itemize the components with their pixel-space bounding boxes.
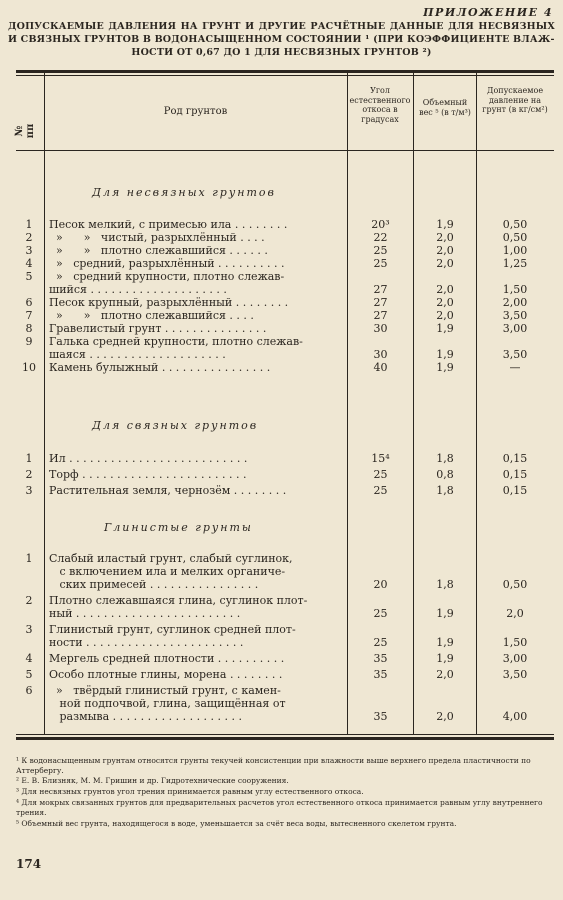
soil-name-line: с включением ила и мелких органиче- bbox=[49, 565, 286, 578]
soil-name-line: ный . . . . . . . . . . . . . . . . . . . . . . . . bbox=[49, 607, 241, 620]
soil-name bbox=[49, 309, 345, 322]
angle-value: 40 bbox=[373, 361, 388, 374]
angle-value: 15⁴ bbox=[371, 452, 390, 465]
soil-name bbox=[49, 623, 345, 649]
angle-value: 30 bbox=[373, 322, 388, 335]
pressure-value: 3,50 bbox=[502, 348, 528, 361]
table-top-rule-thin bbox=[16, 75, 554, 76]
soil-name bbox=[49, 484, 345, 497]
volume-weight-value: 0,8 bbox=[436, 468, 454, 481]
header-number: № пп bbox=[14, 123, 36, 139]
header-bottom-rule bbox=[16, 150, 554, 151]
pressure-value: 2,00 bbox=[502, 296, 528, 309]
pressure-value: 0,50 bbox=[502, 578, 528, 591]
angle-value: 25 bbox=[373, 468, 388, 481]
volume-weight-value: 2,0 bbox=[436, 668, 454, 681]
soil-name bbox=[49, 231, 345, 244]
soil-name-line: Камень булыжный . . . . . . . . . . . . . . . . bbox=[49, 361, 271, 374]
table-title-main: ДОПУСКАЕМЫЕ ДАВЛЕНИЯ НА ГРУНТ И ДРУГИЕ РАСЧЁТНЫЕ ДАННЫЕ ДЛЯ НЕСВЯЗНЫХ И СВЯЗНЫХ ГРУНТОВ В ВОДОНАСЫЩЕННОМ СОСТОЯНИИ ¹ (ПРИ КОЭФФИЦИЕНТЕ ВЛАЖ- bbox=[8, 21, 555, 45]
footnote: ¹ К водонасыщенным грунтам относятся грунты текучей консистенции при влажности выше верхнего предела пластичности по Аттербергу. bbox=[16, 756, 531, 775]
volume-weight-value: 1,9 bbox=[436, 607, 454, 620]
volume-weight-value: 2,0 bbox=[436, 257, 454, 270]
angle-value: 22 bbox=[373, 231, 388, 244]
soil-name bbox=[49, 652, 345, 665]
soil-name bbox=[49, 335, 345, 361]
row-number: 9 bbox=[25, 335, 33, 348]
angle-value: 25 bbox=[373, 244, 388, 257]
row-number: 3 bbox=[25, 484, 33, 497]
row-number: 5 bbox=[25, 270, 33, 283]
row-number: 5 bbox=[25, 668, 33, 681]
volume-weight-value: 1,8 bbox=[436, 578, 454, 591]
volume-weight-value: 1,8 bbox=[436, 484, 454, 497]
header-soil-type: Род грунтов bbox=[163, 106, 228, 117]
volume-weight-value: 1,9 bbox=[436, 322, 454, 335]
footnote: ⁴ Для мокрых связанных грунтов для предварительных расчетов угол естественного откоса принимается равным углу внутреннего трения. bbox=[16, 798, 543, 817]
header-angle: Угол естественного откоса в градусах bbox=[349, 86, 411, 124]
section-title-cohesive: Для связных грунтов bbox=[92, 419, 259, 432]
soil-name-line: Гравелистый грунт . . . . . . . . . . . . . . . bbox=[49, 322, 267, 335]
row-number: 2 bbox=[25, 468, 33, 481]
soil-name-line: Слабый иластый грунт, слабый суглинок, bbox=[49, 552, 293, 565]
footnote: ³ Для несвязных грунтов угол трения принимается равным углу естественного откоса. bbox=[16, 787, 364, 796]
angle-value: 27 bbox=[373, 309, 388, 322]
row-number: 1 bbox=[25, 452, 33, 465]
row-number: 8 bbox=[25, 322, 33, 335]
angle-value: 27 bbox=[373, 296, 388, 309]
pressure-value: 0,15 bbox=[502, 484, 528, 497]
soil-name bbox=[49, 296, 345, 309]
volume-weight-value: 1,9 bbox=[436, 361, 454, 374]
pressure-value: 3,00 bbox=[502, 322, 528, 335]
pressure-value: 0,50 bbox=[502, 231, 528, 244]
footnote: ⁵ Объемный вес грунта, находящегося в воде, уменьшается за счёт веса воды, вытесненного скелетом грунта. bbox=[16, 819, 457, 828]
row-number: 3 bbox=[25, 244, 33, 257]
soil-name-line: Песок крупный, разрыхлённый . . . . . . . . bbox=[49, 296, 289, 309]
volume-weight-value: 1,9 bbox=[436, 218, 454, 231]
volume-weight-value: 2,0 bbox=[436, 710, 454, 723]
row-number: 10 bbox=[22, 361, 36, 374]
pressure-value: 2,0 bbox=[506, 607, 524, 620]
appendix-label: ПРИЛОЖЕНИЕ 4 bbox=[423, 6, 553, 19]
soil-name-line: Мергель средней плотности . . . . . . . . . . bbox=[49, 652, 285, 665]
soil-name bbox=[49, 452, 345, 465]
table-bottom-rule bbox=[16, 737, 554, 740]
soil-name-line: шийся . . . . . . . . . . . . . . . . . . . . bbox=[49, 283, 227, 296]
soil-name bbox=[49, 468, 345, 481]
angle-value: 35 bbox=[373, 710, 388, 723]
row-number: 6 bbox=[25, 684, 33, 697]
angle-value: 25 bbox=[373, 484, 388, 497]
soil-name-line: » » плотно слежавшийся . . . . bbox=[49, 309, 254, 322]
angle-value: 25 bbox=[373, 257, 388, 270]
volume-weight-value: 2,0 bbox=[436, 231, 454, 244]
soil-name-line: Галька средней крупности, плотно слежав- bbox=[49, 335, 303, 348]
soil-name-line: Ил . . . . . . . . . . . . . . . . . . . . . . . . . . bbox=[49, 452, 248, 465]
row-number: 2 bbox=[25, 231, 33, 244]
soil-name bbox=[49, 257, 345, 270]
header-pressure: Допускаемое давление на грунт (в кг/см²) bbox=[482, 86, 548, 114]
soil-name-line: ности . . . . . . . . . . . . . . . . . . . . . . . bbox=[49, 636, 244, 649]
volume-weight-value: 1,8 bbox=[436, 452, 454, 465]
volume-weight-value: 2,0 bbox=[436, 283, 454, 296]
volume-weight-value: 2,0 bbox=[436, 244, 454, 257]
pressure-value: 3,50 bbox=[502, 309, 528, 322]
soil-name-line: Глинистый грунт, суглинок средней плот- bbox=[49, 623, 296, 636]
soil-name bbox=[49, 270, 345, 296]
angle-value: 20³ bbox=[371, 218, 390, 231]
soil-name-line: Плотно слежавшаяся глина, суглинок плот- bbox=[49, 594, 308, 607]
pressure-value: 4,00 bbox=[502, 710, 528, 723]
page-number: 174 bbox=[16, 857, 42, 871]
angle-value: 25 bbox=[373, 636, 388, 649]
pressure-value: 0,15 bbox=[502, 452, 528, 465]
soil-name-line: Песок мелкий, с примесью ила . . . . . . . . bbox=[49, 218, 288, 231]
soil-name-line: » средний крупности, плотно слежав- bbox=[49, 270, 285, 283]
angle-value: 35 bbox=[373, 652, 388, 665]
row-number: 1 bbox=[25, 218, 33, 231]
row-number: 4 bbox=[25, 652, 33, 665]
row-number: 1 bbox=[25, 552, 33, 565]
soil-name-line: размыва . . . . . . . . . . . . . . . . . . . bbox=[49, 710, 243, 723]
angle-value: 20 bbox=[373, 578, 388, 591]
row-number: 4 bbox=[25, 257, 33, 270]
section-title-noncohesive: Для несвязных грунтов bbox=[92, 186, 276, 199]
row-number: 7 bbox=[25, 309, 33, 322]
table-top-rule bbox=[16, 70, 554, 73]
soil-name-line: ной подпочвой, глина, защищённая от bbox=[49, 697, 286, 710]
soil-name bbox=[49, 218, 345, 231]
volume-weight-value: 2,0 bbox=[436, 296, 454, 309]
pressure-value: — bbox=[509, 361, 521, 374]
soil-name bbox=[49, 322, 345, 335]
soil-name bbox=[49, 552, 345, 591]
table-title-last: НОСТИ ОТ 0,67 ДО 1 ДЛЯ НЕСВЯЗНЫХ ГРУНТОВ ²) bbox=[131, 47, 432, 58]
soil-name-line: » твёрдый глинистый грунт, с камен- bbox=[49, 684, 281, 697]
soil-name-line: » средний, разрыхлённый . . . . . . . . . . bbox=[49, 257, 285, 270]
header-volume-weight: Объемный вес ⁵ (в т/м³) bbox=[419, 98, 471, 117]
soil-name bbox=[49, 244, 345, 257]
row-number: 3 bbox=[25, 623, 33, 636]
angle-value: 30 bbox=[373, 348, 388, 361]
volume-weight-value: 2,0 bbox=[436, 309, 454, 322]
angle-value: 25 bbox=[373, 607, 388, 620]
section-title-clay: Глинистые грунты bbox=[104, 521, 253, 534]
pressure-value: 1,00 bbox=[502, 244, 528, 257]
pressure-value: 1,25 bbox=[502, 257, 528, 270]
soil-name bbox=[49, 361, 345, 374]
row-number: 6 bbox=[25, 296, 33, 309]
soil-name-line: » » плотно слежавшийся . . . . . . bbox=[49, 244, 268, 257]
pressure-value: 3,50 bbox=[502, 668, 528, 681]
soil-name-line: Растительная земля, чернозём . . . . . . . . bbox=[49, 484, 287, 497]
pressure-value: 0,50 bbox=[502, 218, 528, 231]
soil-name-line: ских примесей . . . . . . . . . . . . . . . . bbox=[49, 578, 259, 591]
table-bottom-rule-thin bbox=[16, 734, 554, 735]
pressure-value: 1,50 bbox=[502, 636, 528, 649]
table-title bbox=[8, 20, 555, 59]
column-divider bbox=[44, 72, 45, 735]
row-number: 2 bbox=[25, 594, 33, 607]
pressure-value: 3,00 bbox=[502, 652, 528, 665]
pressure-value: 0,15 bbox=[502, 468, 528, 481]
soil-name bbox=[49, 668, 345, 681]
soil-name-line: шаяся . . . . . . . . . . . . . . . . . . . . bbox=[49, 348, 226, 361]
angle-value: 27 bbox=[373, 283, 388, 296]
angle-value: 35 bbox=[373, 668, 388, 681]
soil-name-line: » » чистый, разрыхлённый . . . . bbox=[49, 231, 265, 244]
pressure-value: 1,50 bbox=[502, 283, 528, 296]
soil-name bbox=[49, 684, 345, 723]
volume-weight-value: 1,9 bbox=[436, 348, 454, 361]
soil-name-line: Торф . . . . . . . . . . . . . . . . . . . . . . . . bbox=[49, 468, 247, 481]
volume-weight-value: 1,9 bbox=[436, 636, 454, 649]
soil-name bbox=[49, 594, 345, 620]
volume-weight-value: 1,9 bbox=[436, 652, 454, 665]
soil-name-line: Особо плотные глины, морена . . . . . . . . bbox=[49, 668, 283, 681]
footnote: ² Е. В. Близняк, М. М. Гришин и др. Гидротехнические сооружения. bbox=[16, 776, 289, 785]
